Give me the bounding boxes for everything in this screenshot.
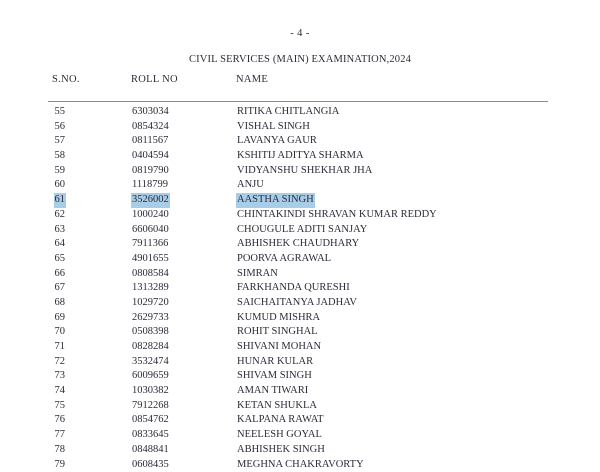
cell-roll-no-text: 7912268 bbox=[131, 399, 170, 414]
cell-roll-no-text: 0854762 bbox=[131, 413, 170, 428]
table-header-divider bbox=[48, 101, 548, 102]
cell-roll-no-text: 0854324 bbox=[131, 120, 170, 135]
cell-roll-no bbox=[131, 369, 170, 384]
cell-sno bbox=[40, 296, 66, 311]
table-row[interactable] bbox=[0, 340, 600, 355]
cell-roll-no-text: 6009659 bbox=[131, 369, 170, 384]
cell-sno-text: 59 bbox=[54, 164, 67, 179]
cell-name bbox=[236, 105, 340, 120]
cell-roll-no-text: 1029720 bbox=[131, 296, 170, 311]
cell-name-text: NEELESH GOYAL bbox=[236, 428, 323, 443]
cell-name bbox=[236, 369, 313, 384]
cell-sno-text: 77 bbox=[54, 428, 67, 443]
cell-sno-text: 73 bbox=[54, 369, 67, 384]
cell-name-text: FARKHANDA QURESHI bbox=[236, 281, 351, 296]
cell-name bbox=[236, 164, 373, 179]
cell-sno bbox=[40, 252, 66, 267]
table-row[interactable] bbox=[0, 208, 600, 223]
cell-name-text: HUNAR KULAR bbox=[236, 355, 314, 370]
cell-sno-text: 67 bbox=[54, 281, 67, 296]
cell-name-text: VIDYANSHU SHEKHAR JHA bbox=[236, 164, 373, 179]
table-row[interactable] bbox=[0, 384, 600, 399]
table-row[interactable] bbox=[0, 325, 600, 340]
cell-sno-text: 61 bbox=[54, 193, 67, 208]
cell-name-text: LAVANYA GAUR bbox=[236, 134, 318, 149]
cell-roll-no bbox=[131, 178, 169, 193]
table-row[interactable] bbox=[0, 105, 600, 120]
cell-sno bbox=[40, 399, 66, 414]
cell-roll-no bbox=[131, 325, 170, 340]
candidate-table-body bbox=[0, 105, 600, 472]
cell-sno bbox=[40, 178, 66, 193]
cell-name-text: ANJU bbox=[236, 178, 265, 193]
cell-name bbox=[236, 178, 265, 193]
cell-name-text: KALPANA RAWAT bbox=[236, 413, 325, 428]
cell-roll-no bbox=[131, 208, 170, 223]
cell-name bbox=[236, 325, 319, 340]
cell-sno-text: 74 bbox=[54, 384, 67, 399]
cell-name-text: CHOUGULE ADITI SANJAY bbox=[236, 223, 368, 238]
cell-name bbox=[236, 428, 323, 443]
cell-name bbox=[236, 252, 332, 267]
cell-sno-text: 64 bbox=[54, 237, 67, 252]
cell-name bbox=[236, 458, 365, 472]
table-row[interactable] bbox=[0, 369, 600, 384]
cell-roll-no bbox=[131, 105, 170, 120]
column-header-sno: S.NO. bbox=[52, 74, 80, 85]
cell-roll-no bbox=[131, 355, 170, 370]
cell-sno-text: 69 bbox=[54, 311, 67, 326]
cell-roll-no bbox=[131, 413, 170, 428]
cell-name-text: SHIVAM SINGH bbox=[236, 369, 313, 384]
table-row[interactable] bbox=[0, 355, 600, 370]
cell-roll-no-text: 3532474 bbox=[131, 355, 170, 370]
cell-roll-no-text: 0811567 bbox=[131, 134, 169, 149]
cell-sno bbox=[40, 105, 66, 120]
cell-roll-no-text: 0808584 bbox=[131, 267, 170, 282]
page-title: CIVIL SERVICES (MAIN) EXAMINATION,2024 bbox=[0, 54, 600, 65]
table-row[interactable] bbox=[0, 134, 600, 149]
cell-roll-no-text: 1313289 bbox=[131, 281, 170, 296]
cell-sno-text: 60 bbox=[54, 178, 67, 193]
cell-sno bbox=[40, 458, 66, 472]
cell-roll-no bbox=[131, 384, 170, 399]
cell-name-text: SHIVANI MOHAN bbox=[236, 340, 322, 355]
cell-roll-no bbox=[131, 267, 170, 282]
cell-sno-text: 55 bbox=[54, 105, 67, 120]
cell-name bbox=[236, 193, 315, 208]
page-number-marker: - 4 - bbox=[0, 28, 600, 39]
cell-roll-no bbox=[131, 193, 170, 208]
cell-sno bbox=[40, 149, 66, 164]
cell-sno-text: 71 bbox=[54, 340, 67, 355]
cell-name bbox=[236, 134, 318, 149]
cell-roll-no-text: 1030382 bbox=[131, 384, 170, 399]
cell-name bbox=[236, 120, 311, 135]
cell-sno bbox=[40, 355, 66, 370]
cell-sno bbox=[40, 223, 66, 238]
column-header-name: NAME bbox=[236, 74, 268, 85]
table-row[interactable] bbox=[0, 120, 600, 135]
cell-sno bbox=[40, 413, 66, 428]
cell-sno-text: 70 bbox=[54, 325, 67, 340]
cell-name-text: AASTHA SINGH bbox=[236, 193, 315, 208]
cell-roll-no bbox=[131, 340, 170, 355]
cell-name bbox=[236, 296, 358, 311]
table-row[interactable] bbox=[0, 399, 600, 414]
cell-roll-no bbox=[131, 237, 169, 252]
cell-roll-no bbox=[131, 164, 170, 179]
cell-name bbox=[236, 208, 438, 223]
table-row[interactable] bbox=[0, 296, 600, 311]
cell-sno bbox=[40, 134, 66, 149]
cell-roll-no-text: 3526002 bbox=[131, 193, 170, 208]
table-row[interactable] bbox=[0, 458, 600, 472]
cell-name-text: RITIKA CHITLANGIA bbox=[236, 105, 340, 120]
cell-roll-no-text: 0404594 bbox=[131, 149, 170, 164]
cell-sno-text: 58 bbox=[54, 149, 67, 164]
cell-name bbox=[236, 340, 322, 355]
cell-roll-no-text: 0833645 bbox=[131, 428, 170, 443]
cell-sno bbox=[40, 267, 66, 282]
cell-roll-no bbox=[131, 428, 170, 443]
cell-roll-no-text: 4901655 bbox=[131, 252, 170, 267]
cell-name-text: MEGHNA CHAKRAVORTY bbox=[236, 458, 365, 472]
cell-sno-text: 56 bbox=[54, 120, 67, 135]
cell-sno bbox=[40, 208, 66, 223]
table-row[interactable] bbox=[0, 413, 600, 428]
cell-name-text: ABHISHEK SINGH bbox=[236, 443, 326, 458]
table-row[interactable] bbox=[0, 443, 600, 458]
cell-name-text: CHINTAKINDI SHRAVAN KUMAR REDDY bbox=[236, 208, 438, 223]
cell-name-text: AMAN TIWARI bbox=[236, 384, 309, 399]
table-row[interactable] bbox=[0, 281, 600, 296]
cell-name bbox=[236, 237, 360, 252]
cell-roll-no-text: 6303034 bbox=[131, 105, 170, 120]
cell-roll-no bbox=[131, 399, 170, 414]
cell-name bbox=[236, 443, 326, 458]
cell-sno bbox=[40, 443, 66, 458]
cell-name bbox=[236, 223, 368, 238]
cell-roll-no-text: 0508398 bbox=[131, 325, 170, 340]
cell-name-text: VISHAL SINGH bbox=[236, 120, 311, 135]
cell-name bbox=[236, 355, 314, 370]
table-row[interactable] bbox=[0, 311, 600, 326]
cell-name-text: SIMRAN bbox=[236, 267, 279, 282]
cell-name bbox=[236, 311, 321, 326]
table-row[interactable] bbox=[0, 149, 600, 164]
table-column-headers bbox=[0, 74, 600, 90]
cell-sno-text: 62 bbox=[54, 208, 67, 223]
cell-name-text: KSHITIJ ADITYA SHARMA bbox=[236, 149, 365, 164]
cell-roll-no bbox=[131, 120, 170, 135]
cell-sno bbox=[40, 311, 66, 326]
cell-roll-no bbox=[131, 134, 169, 149]
cell-name bbox=[236, 384, 309, 399]
table-row[interactable] bbox=[0, 237, 600, 252]
cell-sno-text: 65 bbox=[54, 252, 67, 267]
cell-sno bbox=[40, 428, 66, 443]
cell-name bbox=[236, 399, 318, 414]
cell-name-text: SAICHAITANYA JADHAV bbox=[236, 296, 358, 311]
cell-name-text: ROHIT SINGHAL bbox=[236, 325, 319, 340]
table-row[interactable] bbox=[0, 178, 600, 193]
table-row[interactable] bbox=[0, 164, 600, 179]
cell-roll-no-text: 0828284 bbox=[131, 340, 170, 355]
cell-sno-text: 75 bbox=[54, 399, 67, 414]
cell-roll-no-text: 1118799 bbox=[131, 178, 169, 193]
cell-roll-no-text: 1000240 bbox=[131, 208, 170, 223]
cell-sno-text: 63 bbox=[54, 223, 67, 238]
cell-roll-no bbox=[131, 281, 170, 296]
cell-roll-no-text: 6606040 bbox=[131, 223, 170, 238]
cell-roll-no bbox=[131, 296, 170, 311]
cell-sno-text: 57 bbox=[54, 134, 67, 149]
table-row[interactable] bbox=[0, 193, 600, 208]
cell-sno bbox=[40, 237, 66, 252]
cell-sno bbox=[40, 384, 66, 399]
cell-name-text: KUMUD MISHRA bbox=[236, 311, 321, 326]
cell-sno bbox=[40, 164, 66, 179]
cell-name bbox=[236, 267, 279, 282]
cell-roll-no bbox=[131, 311, 170, 326]
cell-sno bbox=[40, 340, 66, 355]
cell-name-text: POORVA AGRAWAL bbox=[236, 252, 332, 267]
cell-name bbox=[236, 413, 325, 428]
table-row[interactable] bbox=[0, 252, 600, 267]
cell-sno bbox=[40, 325, 66, 340]
cell-roll-no-text: 7911366 bbox=[131, 237, 169, 252]
cell-name-text: ABHISHEK CHAUDHARY bbox=[236, 237, 360, 252]
cell-sno-text: 79 bbox=[54, 458, 67, 472]
table-row[interactable] bbox=[0, 428, 600, 443]
cell-sno bbox=[40, 193, 66, 208]
cell-roll-no-text: 0608435 bbox=[131, 458, 170, 472]
cell-roll-no bbox=[131, 252, 170, 267]
cell-sno-text: 78 bbox=[54, 443, 67, 458]
cell-roll-no bbox=[131, 149, 170, 164]
table-row[interactable] bbox=[0, 223, 600, 238]
cell-sno-text: 76 bbox=[54, 413, 67, 428]
cell-sno bbox=[40, 120, 66, 135]
cell-roll-no bbox=[131, 223, 170, 238]
table-row[interactable] bbox=[0, 267, 600, 282]
cell-sno-text: 72 bbox=[54, 355, 67, 370]
cell-roll-no-text: 0848841 bbox=[131, 443, 170, 458]
cell-sno bbox=[40, 281, 66, 296]
cell-name bbox=[236, 149, 365, 164]
cell-name bbox=[236, 281, 351, 296]
cell-roll-no bbox=[131, 443, 170, 458]
cell-roll-no-text: 2629733 bbox=[131, 311, 170, 326]
cell-roll-no bbox=[131, 458, 170, 472]
cell-sno bbox=[40, 369, 66, 384]
cell-roll-no-text: 0819790 bbox=[131, 164, 170, 179]
column-header-roll-no: ROLL NO bbox=[131, 74, 178, 85]
cell-sno-text: 68 bbox=[54, 296, 67, 311]
cell-name-text: KETAN SHUKLA bbox=[236, 399, 318, 414]
cell-sno-text: 66 bbox=[54, 267, 67, 282]
